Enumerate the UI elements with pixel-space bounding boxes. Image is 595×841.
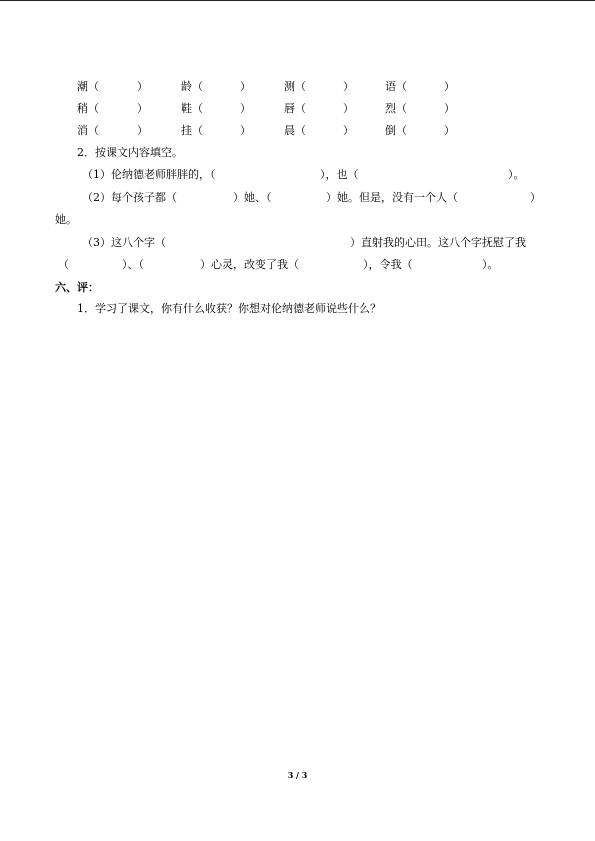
- grid-cell: 语（: [385, 80, 407, 93]
- grid-cell: 烈（: [385, 102, 407, 115]
- grid-cell: ）: [137, 80, 148, 93]
- fill-item-2-continued: 她。: [55, 213, 77, 226]
- grid-cell: ）: [343, 80, 354, 93]
- fill-text: ）她、（: [233, 191, 272, 204]
- fill-text: ）心灵，改变了我（: [200, 258, 299, 271]
- top-rule: [0, 0, 595, 1]
- grid-cell: 挂（: [181, 124, 203, 137]
- fill-text: （: [58, 258, 69, 271]
- question-text: 1．学习了课文，你有什么收获？你想对伦纳德老师说些什么？: [77, 302, 381, 315]
- grid-cell: ）: [343, 124, 354, 137]
- fill-text: （2）每个孩子都（: [82, 191, 177, 204]
- question-title: 2．按课文内容填空。: [77, 146, 183, 159]
- fill-text: ）她。但是，没有一个人（: [326, 191, 458, 204]
- fill-text: ），令我（: [363, 258, 413, 271]
- grid-cell: 龄（: [181, 80, 203, 93]
- fill-text: （1）伦纳德老师胖胖的，（: [82, 168, 216, 181]
- grid-cell: 稍（: [77, 102, 99, 115]
- grid-cell: ）: [240, 124, 251, 137]
- grid-cell: 倒（: [385, 124, 407, 137]
- grid-cell: 消（: [77, 124, 99, 137]
- fill-text: ）、（: [122, 258, 144, 271]
- fill-text: ）。: [508, 168, 525, 181]
- grid-cell: ）: [343, 102, 354, 115]
- grid-cell: ）: [444, 80, 455, 93]
- grid-cell: ）: [240, 80, 251, 93]
- grid-cell: 潮（: [77, 80, 99, 93]
- page-number: 3 / 3: [287, 770, 308, 780]
- grid-cell: ）: [444, 124, 455, 137]
- grid-cell: ）: [240, 102, 251, 115]
- section-title: 六、评：: [55, 281, 99, 294]
- grid-cell: 鞋（: [181, 102, 203, 115]
- grid-cell: ）: [137, 124, 148, 137]
- fill-text: ）。: [482, 258, 499, 271]
- fill-text: ）直射我的心田。这八个字抚慰了我: [350, 236, 526, 249]
- fill-text: （3）这八个字（: [82, 236, 166, 249]
- grid-cell: ）: [137, 102, 148, 115]
- fill-text: ），也（: [320, 168, 359, 181]
- grid-cell: ）: [444, 102, 455, 115]
- grid-cell: 测（: [284, 80, 306, 93]
- fill-text: ）: [530, 191, 541, 204]
- grid-cell: 唇（: [284, 102, 306, 115]
- grid-cell: 晨（: [284, 124, 306, 137]
